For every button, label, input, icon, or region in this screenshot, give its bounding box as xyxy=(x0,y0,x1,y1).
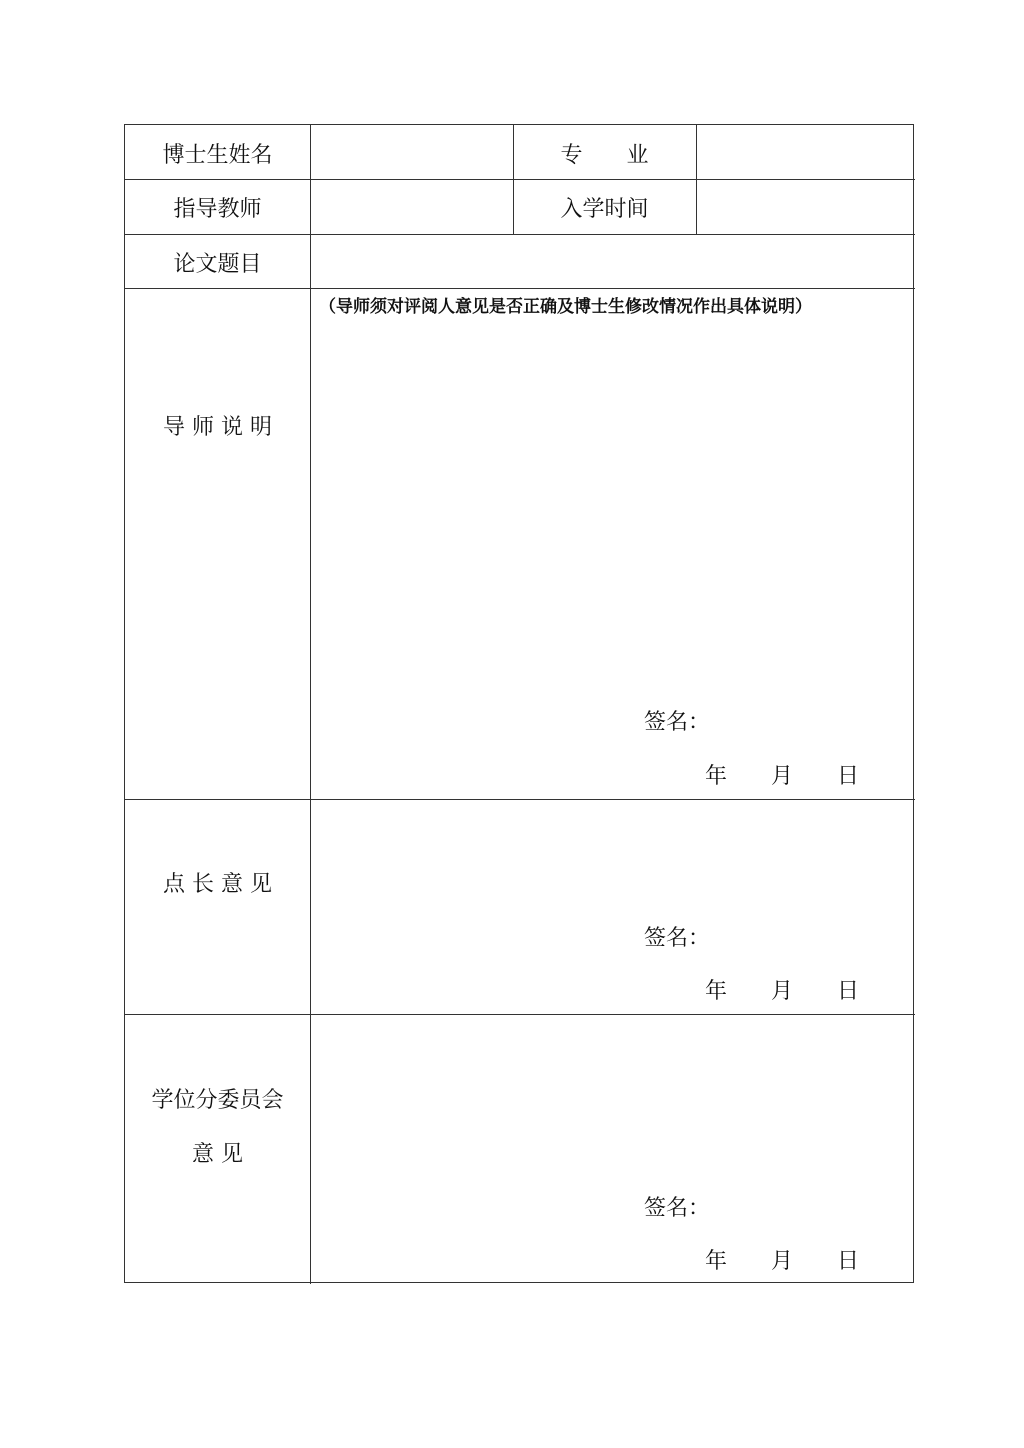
station-head-date-label: 年 月 日 xyxy=(705,979,860,1004)
thesis-review-form xyxy=(124,124,914,1283)
advisor-statement-label: 导 师 说 明 xyxy=(163,415,272,440)
committee-label-line2: 意 见 xyxy=(192,1142,243,1167)
student-name-field[interactable] xyxy=(311,126,512,179)
advisor-label: 指导教师 xyxy=(173,197,262,222)
enrollment-date-label: 入学时间 xyxy=(560,197,649,222)
major-label: 专 业 xyxy=(560,143,649,168)
thesis-title-field[interactable] xyxy=(311,235,914,288)
committee-opinion-field[interactable] xyxy=(311,1015,914,1175)
station-head-label: 点 长 意 见 xyxy=(163,872,272,897)
thesis-title-label: 论文题目 xyxy=(173,252,262,277)
major-field[interactable] xyxy=(697,126,914,179)
advisor-field[interactable] xyxy=(311,180,512,233)
committee-date-label: 年 月 日 xyxy=(705,1249,860,1274)
advisor-statement-field[interactable] xyxy=(311,315,914,695)
row-divider xyxy=(125,288,915,289)
station-head-signature-label: 签名： xyxy=(644,926,711,951)
advisor-statement-note: （导师须对评阅人意见是否正确及博士生修改情况作出具体说明） xyxy=(319,297,812,317)
advisor-date-label: 年 月 日 xyxy=(705,764,860,789)
committee-signature-label: 签名： xyxy=(644,1196,711,1221)
student-name-label: 博士生姓名 xyxy=(162,143,273,168)
committee-label-line1: 学位分委员会 xyxy=(151,1088,284,1113)
enrollment-date-field[interactable] xyxy=(697,180,914,233)
station-head-field[interactable] xyxy=(311,800,914,910)
advisor-signature-label: 签名： xyxy=(644,710,711,735)
